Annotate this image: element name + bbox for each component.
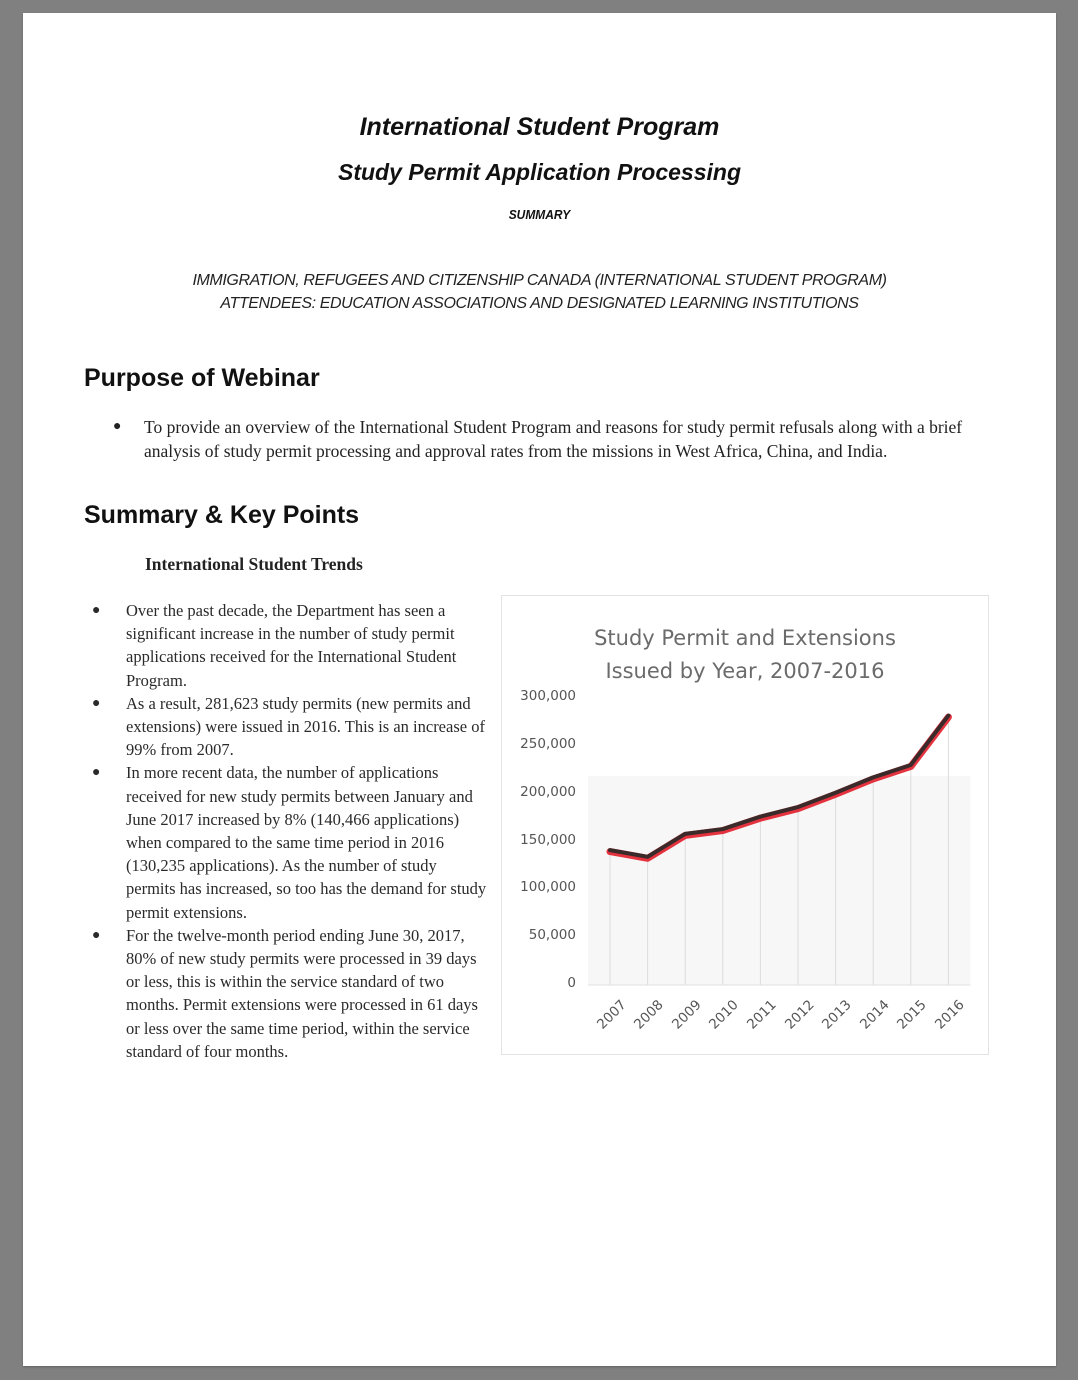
- trend-bullet: [89, 924, 489, 1063]
- x-tick-label: 2013: [819, 997, 855, 1033]
- trend-bullet-text: In more recent data, the number of applications received for new study permits between January and June 2017 increased by 8% (140,466 applications) when compared to the same time period in 2016 (130,235 applications). As the number of study permits has increased, so too has the demand for study permit extensions.: [126, 763, 487, 922]
- bullet-icon: ●: [92, 765, 101, 781]
- y-tick-label: 100,000: [520, 879, 576, 896]
- y-tick-label: 300,000: [520, 688, 576, 704]
- x-tick-label: 2012: [781, 997, 818, 1033]
- x-tick-label: 2016: [932, 997, 968, 1033]
- y-tick-label: 150,000: [520, 831, 576, 848]
- trend-bullet-text: For the twelve-month period ending June 30, 2017, 80% of new study permits were processed in 39 days or less, this is within the service standard of two months. Permit extensions were processed in 61 days or less over the same time period, within the service standard of four months.: [126, 925, 478, 1061]
- line-chart: [501, 595, 989, 1055]
- trend-bullet: [89, 692, 489, 762]
- summary-heading: Summary & Key Points: [84, 501, 360, 529]
- purpose-heading: Purpose of Webinar: [84, 364, 320, 392]
- x-tick-label: 2007: [593, 997, 630, 1033]
- x-tick-label: 2010: [706, 997, 743, 1033]
- bullet-icon: ●: [92, 927, 101, 943]
- chart-title-line-1: Study Permit and Extensions: [594, 626, 896, 650]
- y-tick-label: 0: [567, 975, 576, 991]
- trends-bullet-list: [89, 599, 489, 1063]
- x-tick-label: 2011: [744, 997, 780, 1033]
- plot-background: [588, 776, 970, 985]
- purpose-bullet-text: To provide an overview of the International Student Program and reasons for study permit refusals along with a brief analysis of study permit processing and approval rates from the missions in West Africa, China, and India.: [144, 417, 963, 461]
- purpose-bullet: [113, 415, 993, 463]
- trend-bullet: [89, 599, 489, 692]
- trends-subheading: International Student Trends: [145, 554, 363, 574]
- document-label: SUMMARY: [508, 207, 571, 222]
- x-tick-label: 2015: [894, 997, 931, 1033]
- document-title: International Student Program: [359, 113, 720, 141]
- attendees-line: ATTENDEES: EDUCATION ASSOCIATIONS AND DESIGNATED LEARNING INSTITUTIONS: [220, 295, 859, 312]
- bullet-icon: ●: [113, 419, 122, 434]
- document-subtitle: Study Permit Application Processing: [337, 159, 741, 185]
- bullet-icon: ●: [92, 695, 101, 711]
- chart-title-line-2: Issued by Year, 2007-2016: [605, 659, 885, 683]
- x-tick-label: 2014: [856, 997, 893, 1033]
- trend-bullet: [89, 761, 489, 923]
- document-page: [23, 13, 1056, 1366]
- y-tick-label: 200,000: [520, 783, 576, 800]
- x-tick-label: 2009: [668, 997, 705, 1033]
- trend-bullet-text: As a result, 281,623 study permits (new permits and extensions) were issued in 2016. This is an increase of 99% from 2007.: [126, 693, 485, 760]
- bullet-icon: ●: [92, 603, 101, 618]
- y-tick-label: 250,000: [520, 735, 576, 752]
- trend-bullet-text: Over the past decade, the Department has seen a significant increase in the number of study permit applications received for the International Student Program.: [126, 601, 457, 690]
- y-tick-label: 50,000: [528, 927, 576, 944]
- organization-line: IMMIGRATION, REFUGEES AND CITIZENSHIP CANADA (INTERNATIONAL STUDENT PROGRAM): [192, 272, 887, 289]
- x-tick-label: 2008: [631, 997, 667, 1033]
